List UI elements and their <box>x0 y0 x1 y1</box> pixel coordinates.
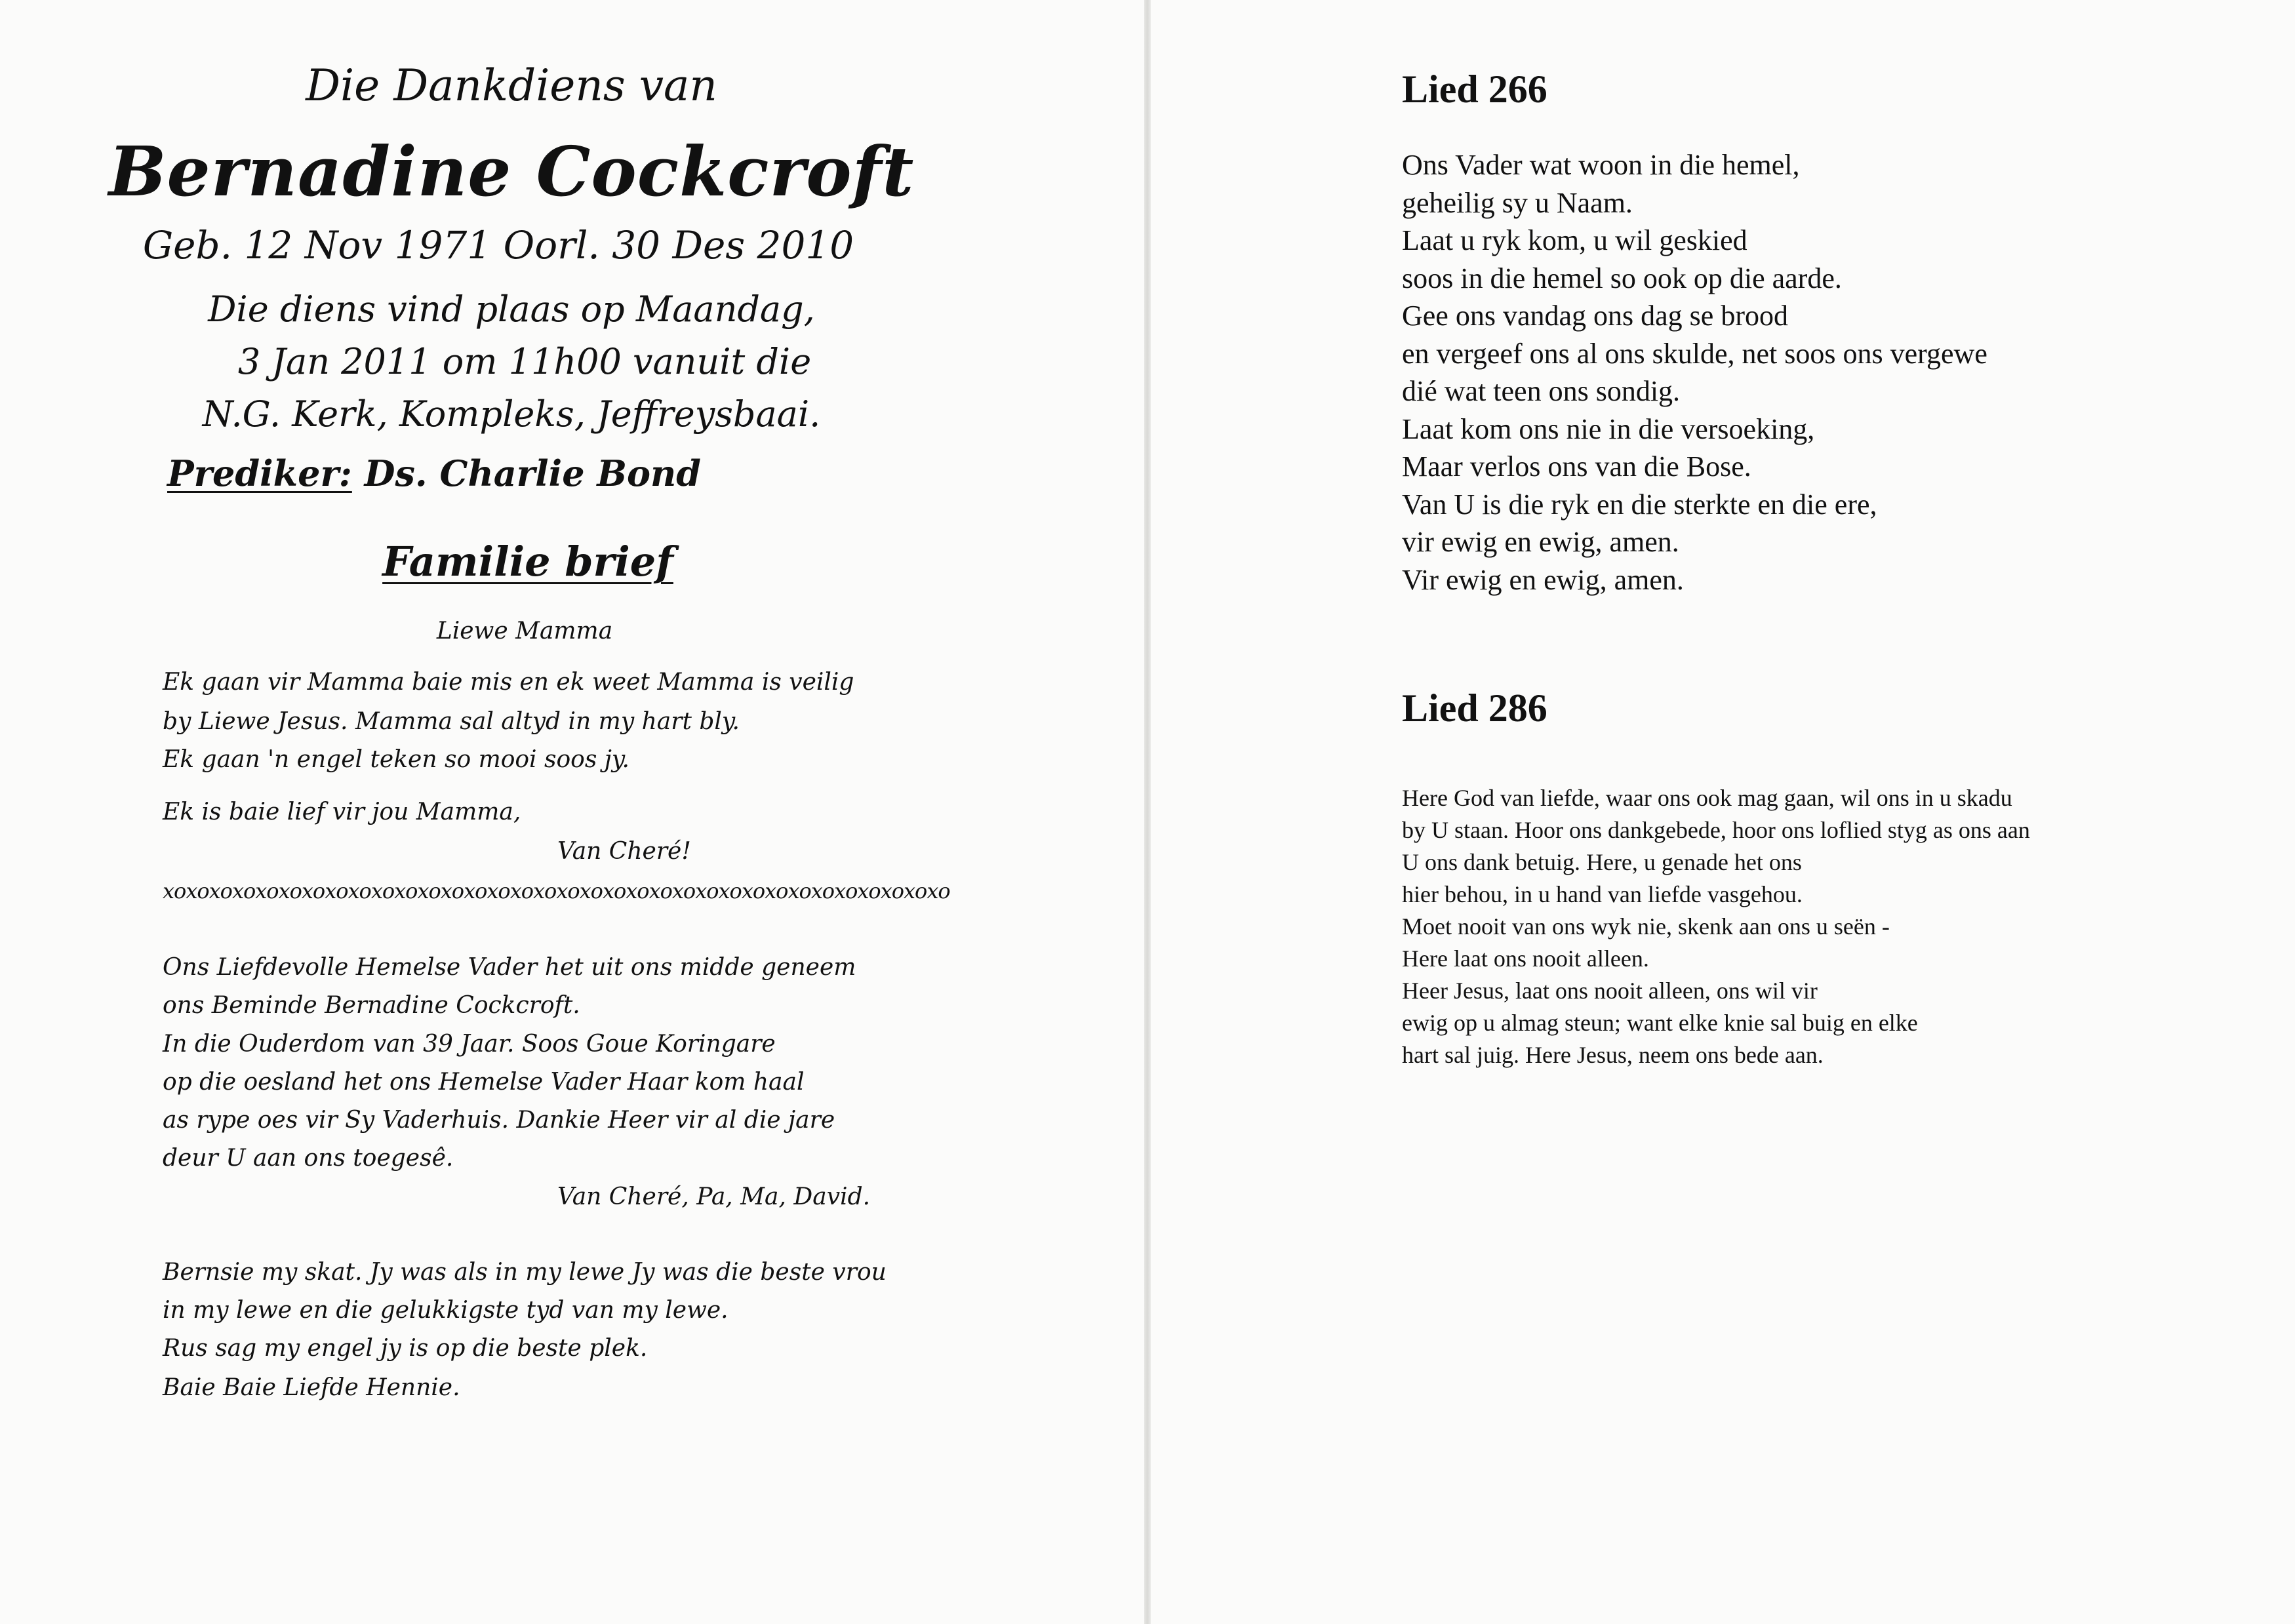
xo-line: xoxoxoxoxoxoxoxoxoxoxoxoxoxoxoxoxoxoxoxoxoxoxoxoxoxoxoxoxoxoxoxoxoxo <box>163 879 950 903</box>
hymn-line: U ons dank betuig. Here, u genade het ons <box>1402 849 1802 875</box>
letter-greeting: Liewe Mamma <box>436 618 613 644</box>
hymn-line: Here God van liefde, waar ons ook mag gaan, wil ons in u skadu <box>1402 785 2012 811</box>
family-letter-title: Familie brief <box>382 538 673 585</box>
hymn-line: dié wat teen ons sondig. <box>1402 375 1681 407</box>
service-line-3: N.G. Kerk, Kompleks, Jeffreysbaai. <box>202 393 821 435</box>
hymn-line: soos in die hemel so ook op die aarde. <box>1402 262 1842 294</box>
letter-line: by Liewe Jesus. Mamma sal altyd in my hart bly. <box>163 708 740 735</box>
life-dates: Geb. 12 Nov 1971 Oorl. 30 Des 2010 <box>142 223 854 267</box>
hymn-line: hart sal juig. Here Jesus, neem ons bede aan. <box>1402 1042 1824 1068</box>
letter-line: Ek is baie lief vir jou Mamma, <box>163 799 521 825</box>
hymn-line: hier behou, in u hand van liefde vasgehou. <box>1402 881 1803 907</box>
left-page <box>0 0 1144 1624</box>
deceased-name: Bernadine Cockcroft <box>108 131 915 212</box>
service-line-2: 3 Jan 2011 om 11h00 vanuit die <box>237 341 812 382</box>
hymn-line: ewig op u almag steun; want elke knie sal buig en elke <box>1402 1010 1918 1036</box>
letter-signature: Van Cheré, Pa, Ma, David. <box>557 1183 871 1210</box>
letter-line: Bernsie my skat. Jy was als in my lewe Jy was die beste vrou <box>163 1259 887 1286</box>
hymn-line: Laat u ryk kom, u wil geskied <box>1402 224 1747 256</box>
letter-signature: Van Cheré! <box>557 838 691 865</box>
hymn-line: Van U is die ryk en die sterkte en die ere, <box>1402 488 1877 521</box>
hymn-line: by U staan. Hoor ons dankgebede, hoor ons loflied styg as ons aan <box>1402 817 2030 843</box>
letter-line: op die oesland het ons Hemelse Vader Haar kom haal <box>163 1069 805 1096</box>
letter-line: Ek gaan vir Mamma baie mis en ek weet Mamma is veilig <box>163 669 854 696</box>
preacher <box>167 452 701 494</box>
letter-line: ons Beminde Bernadine Cockcroft. <box>163 992 580 1019</box>
hymn-line: Gee ons vandag ons dag se brood <box>1402 300 1788 332</box>
hymn-line: Ons Vader wat woon in die hemel, <box>1402 149 1800 181</box>
letter-line: Ons Liefdevolle Hemelse Vader het uit ons midde geneem <box>163 954 856 981</box>
hymn-line: geheilig sy u Naam. <box>1402 186 1633 219</box>
letter-line: as rype oes vir Sy Vaderhuis. Dankie Heer vir al die jare <box>163 1107 835 1134</box>
letter-line: in my lewe en die gelukkigste tyd van my lewe. <box>163 1297 728 1324</box>
hymn-line: Here laat ons nooit alleen. <box>1402 945 1649 972</box>
hymn-line: Moet nooit van ons wyk nie, skenk aan ons u seën - <box>1402 913 1890 940</box>
service-intro: Die Dankdiens van <box>306 60 717 111</box>
preacher-label: Prediker: <box>167 452 352 494</box>
hymn-266-title: Lied 266 <box>1402 68 1547 111</box>
hymn-line: en vergeef ons al ons skulde, net soos ons vergewe <box>1402 337 1987 370</box>
hymn-line: vir ewig en ewig, amen. <box>1402 526 1679 558</box>
preacher-name: Ds. Charlie Bond <box>364 452 702 494</box>
letter-line: In die Ouderdom van 39 Jaar. Soos Goue Koringare <box>163 1031 776 1058</box>
hymn-line: Heer Jesus, laat ons nooit alleen, ons wil vir <box>1402 978 1818 1004</box>
letter-line: Rus sag my engel jy is op die beste plek. <box>163 1335 648 1362</box>
hymn-286-title: Lied 286 <box>1402 686 1547 730</box>
hymn-line: Laat kom ons nie in die versoeking, <box>1402 412 1815 445</box>
letter-signature: Baie Baie Liefde Hennie. <box>163 1374 460 1401</box>
hymn-line: Maar verlos ons van die Bose. <box>1402 450 1751 483</box>
service-line-1: Die diens vind plaas op Maandag, <box>208 288 815 330</box>
hymn-line: Vir ewig en ewig, amen. <box>1402 563 1684 596</box>
letter-line: Ek gaan 'n engel teken so mooi soos jy. <box>163 746 629 773</box>
letter-line: deur U aan ons toegesê. <box>163 1145 454 1172</box>
page-fold <box>1144 0 1151 1624</box>
